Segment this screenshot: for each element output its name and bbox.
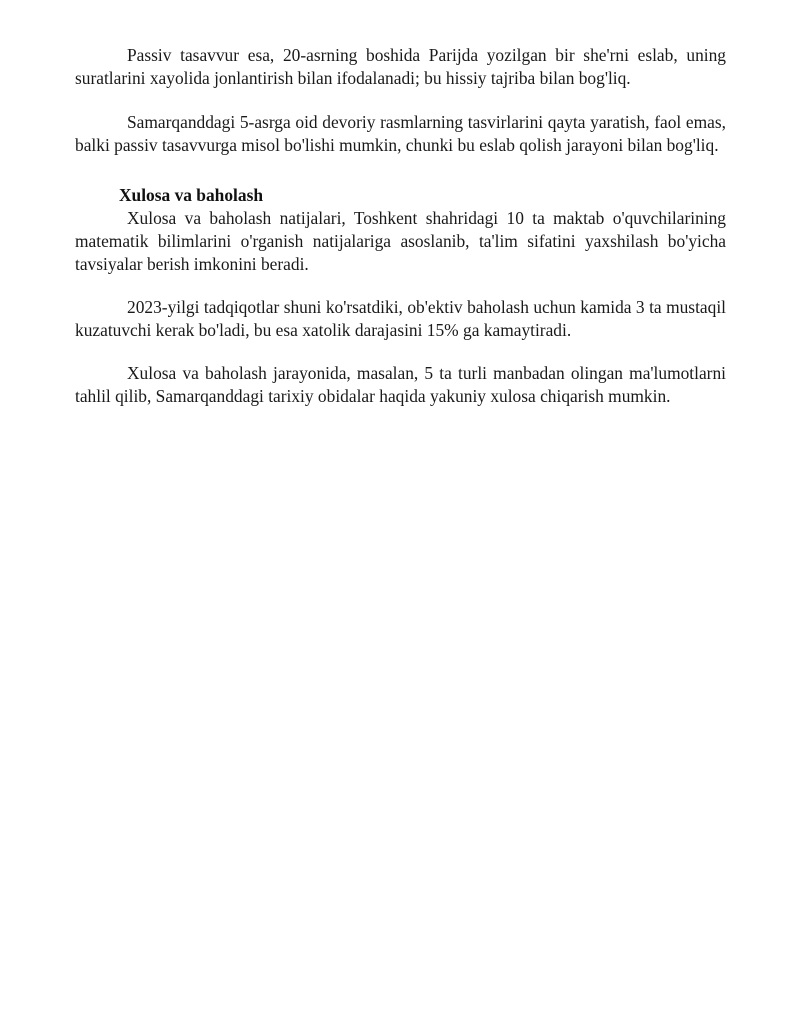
paragraph-samarkand-murals: Samarqanddagi 5-asrga oid devoriy rasmlarning tasvirlarini qayta yaratish, faol emas, balki passiv tasavvurga misol bo'lishi mumkin, chunki bu eslab qolish jarayoni bilan bog'liq. (75, 111, 726, 156)
paragraph-2023-research: 2023-yilgi tadqiqotlar shuni ko'rsatdiki, ob'ektiv baholash uchun kamida 3 ta mustaqil kuzatuvchi kerak bo'ladi, bu esa xatolik darajasini 15% ga kamaytiradi. (75, 296, 726, 341)
document-body (75, 44, 726, 408)
paragraph-passive-imagination: Passiv tasavvur esa, 20-asrning boshida Parijda yozilgan bir she'rni eslab, uning suratlarini xayolida jonlantirish bilan ifodalanadi; bu hissiy tajriba bilan bog'liq. (75, 45, 726, 89)
paragraph-conclusion-process: Xulosa va baholash jarayonida, masalan, 5 ta turli manbadan olingan ma'lumotlarni tahlil qilib, Samarqanddagi tarixiy obidalar haqida yakuniy xulosa chiqarish mumkin. (75, 362, 726, 407)
paragraph-conclusion-results: Xulosa va baholash natijalari, Toshkent shahridagi 10 ta maktab o'quvchilarining matematik bilimlarini o'rganish natijalariga asoslanib, ta'lim sifatini yaxshilash bo'yicha tavsiyalar berish imkonini beradi. (75, 207, 726, 275)
section-heading: Xulosa va baholash (119, 184, 264, 205)
